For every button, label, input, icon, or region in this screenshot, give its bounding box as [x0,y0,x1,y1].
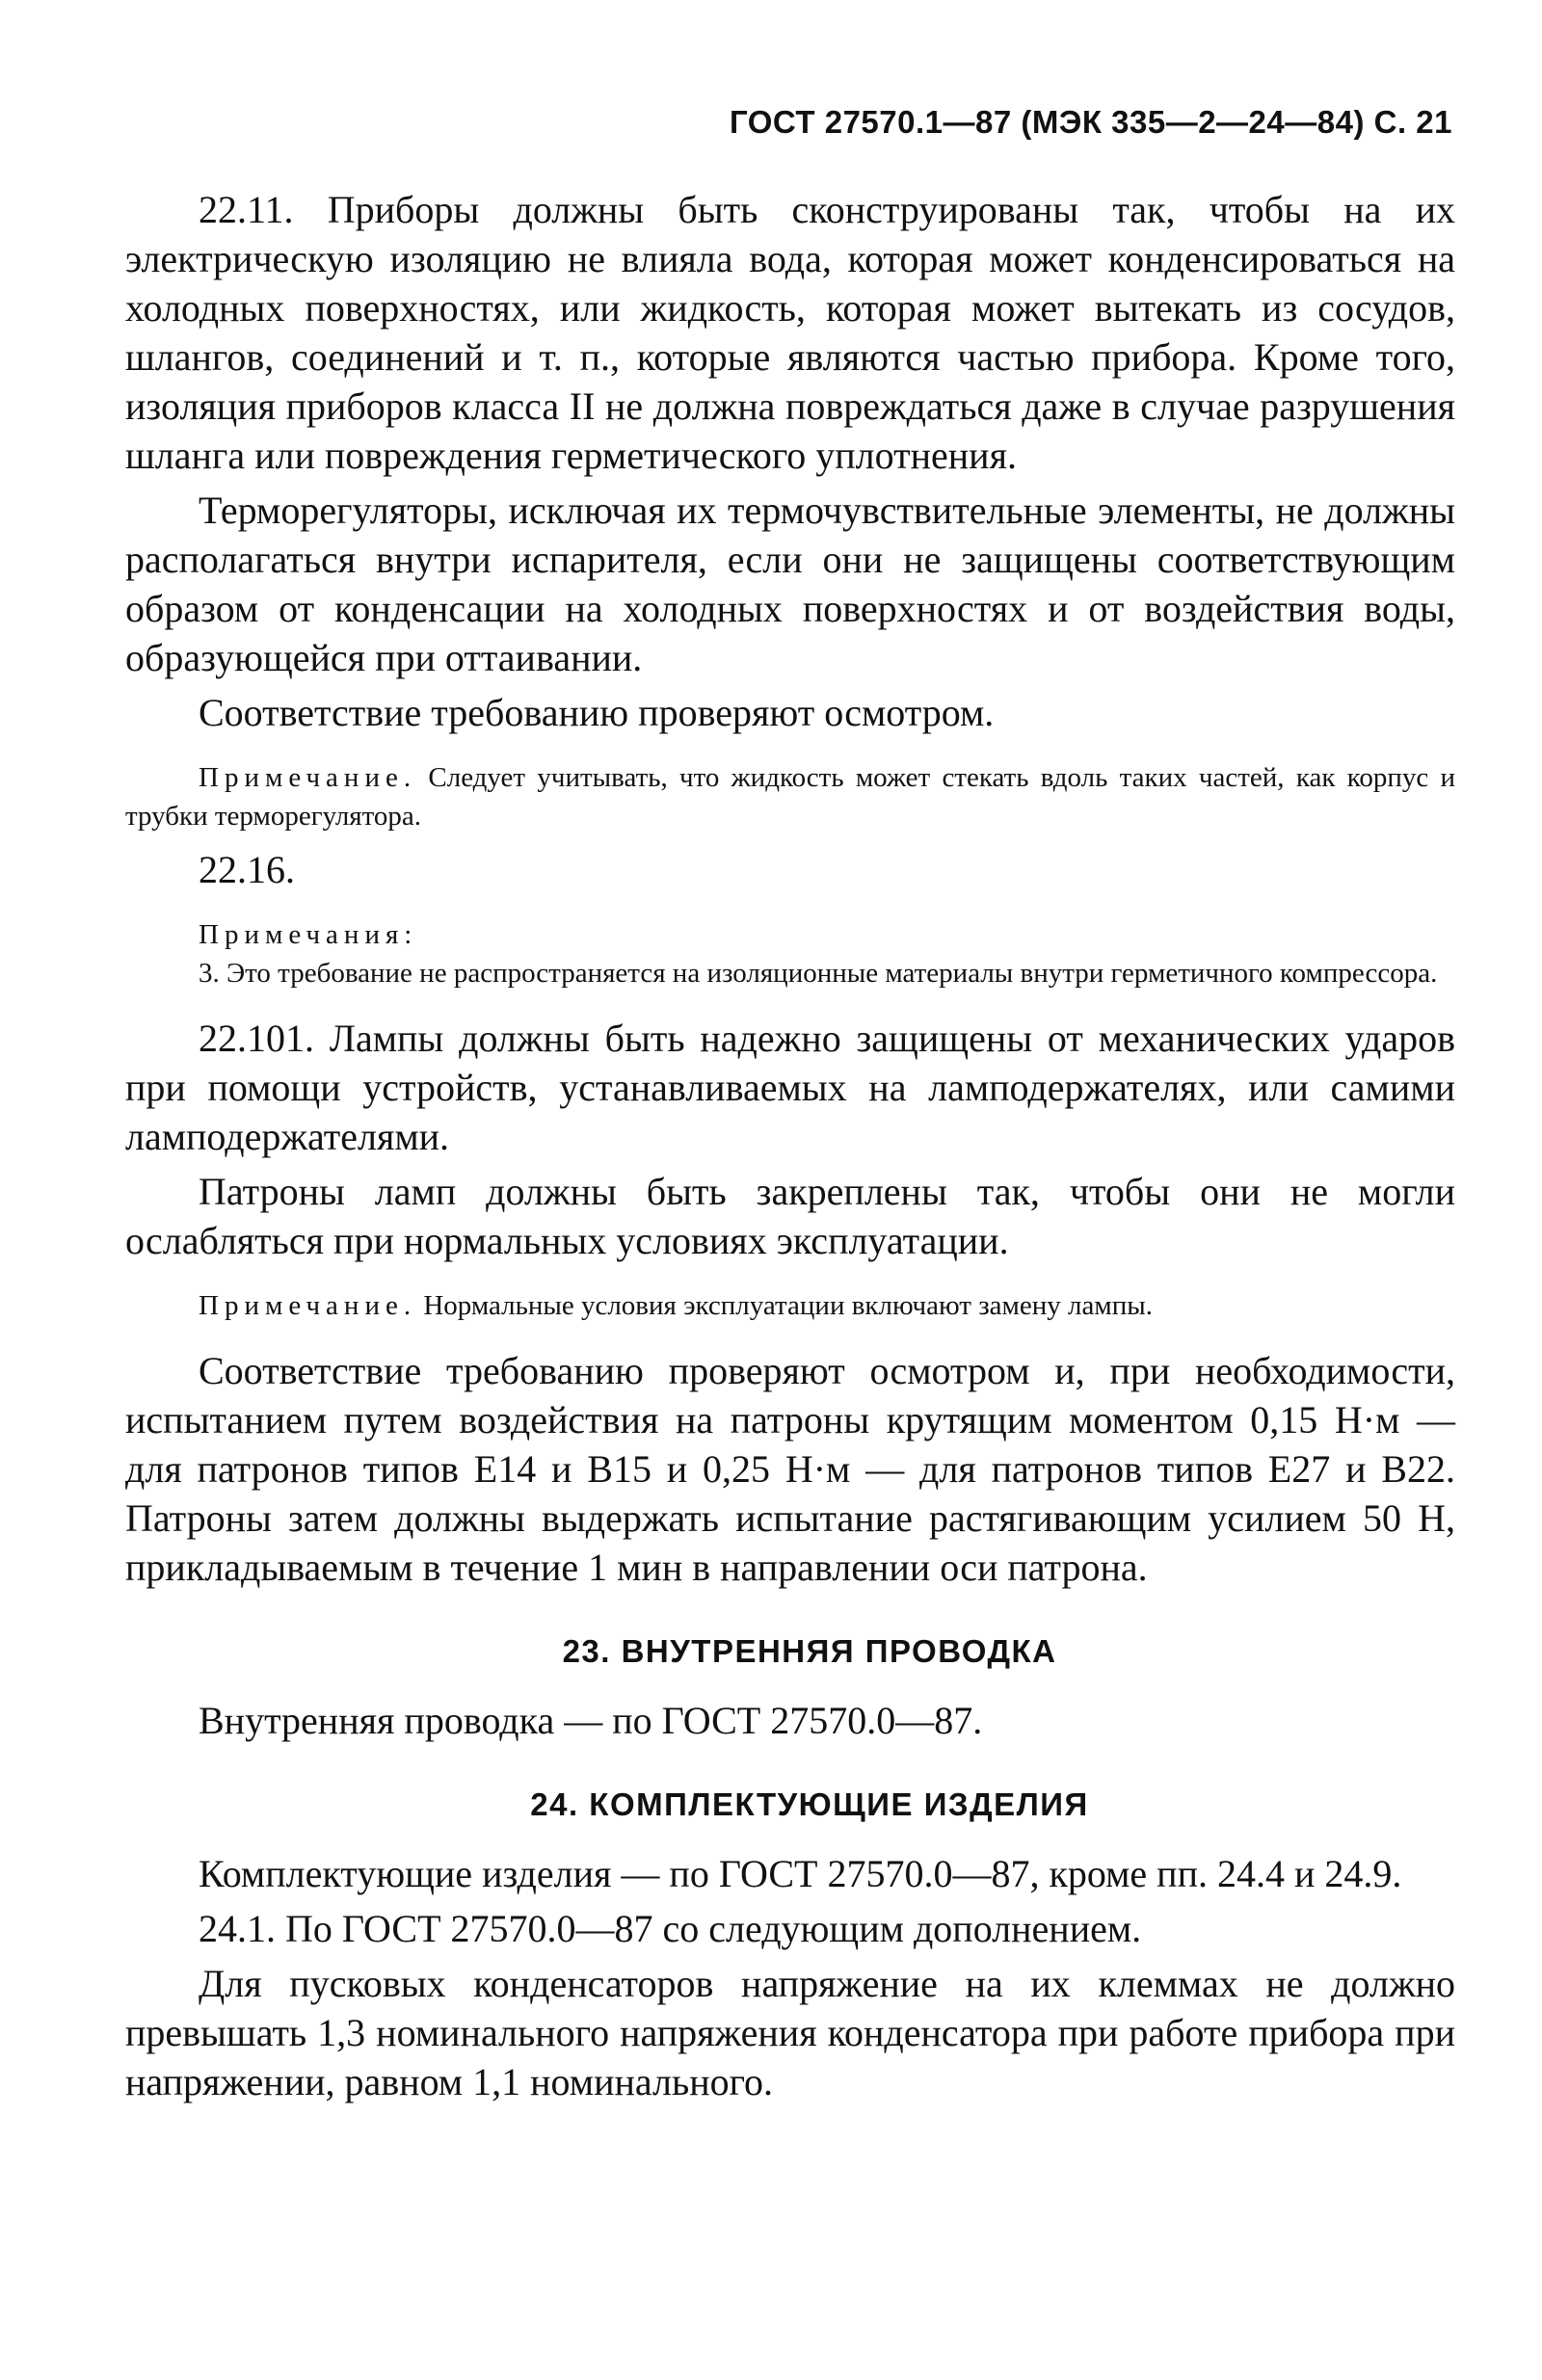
notes-2-heading [125,915,1455,954]
note-3-text: Нормальные условия эксплуатации включают замену лампы. [423,1290,1153,1321]
paragraph-compliance-check-1: Соответствие требованию проверяют осмотром. [199,691,995,734]
running-header: ГОСТ 27570.1—87 (МЭК 335—2—24—84) С. 21 [729,104,1452,140]
note-1 [125,758,1455,835]
note-3 [125,1286,1455,1325]
paragraph-lamp-sockets: Патроны ламп должны быть закреплены так, чтобы они не могли ослабляться при нормальных условиях эксплуатации. [125,1170,1455,1262]
paragraph-22-11: 22.11. Приборы должны быть сконструированы так, чтобы на их электрическую изоляцию не влияла вода, которая может конденсироваться на холодных поверхностях, или жидкость, которая может вытекать из сосудов, шлангов, соединений и т. п., которые являются частью прибора. Кроме того, изоляция приборов класса II не должна повреждаться даже в случае разрушения шланга или повреждения герметического уплотнения. [125,188,1455,477]
notes-2-item-3: 3. Это требование не распространяется на изоляционные материалы внутри герметичного компрессора. [199,958,1438,989]
paragraph-start-capacitors: Для пусковых конденсаторов напряжение на их клеммах не должно превышать 1,3 номинального напряжения конденсатора при работе прибора при напряжении, равном 1,1 номинального. [125,1962,1455,2103]
notes-2-label: Примечания: [199,919,418,950]
paragraph-thermoregulators: Терморегуляторы, исключая их термочувствительные элементы, не должны располагаться внутри испарителя, если они не защищены соответствующим образом от конденсации на холодных поверхностях и от воздействия воды, образующейся при оттаивании. [125,489,1455,679]
section-24-heading: 24. КОМПЛЕКТУЮЩИЕ ИЗДЕЛИЯ [530,1786,1089,1822]
paragraph-24-1: 24.1. По ГОСТ 27570.0—87 со следующим дополнением. [199,1907,1142,1950]
section-23-heading: 23. ВНУТРЕННЯЯ ПРОВОДКА [562,1633,1057,1669]
paragraph-22-101: 22.101. Лампы должны быть надежно защищены от механических ударов при помощи устройств, устанавливаемых на ламподержателях, или самими ламподержателями. [125,1017,1455,1158]
paragraph-22-16: 22.16. [199,848,295,891]
section-24-text: Комплектующие изделия — по ГОСТ 27570.0—87, кроме пп. 24.4 и 24.9. [199,1852,1402,1895]
section-23-text: Внутренняя проводка — по ГОСТ 27570.0—87. [199,1699,983,1742]
paragraph-compliance-check-2: Соответствие требованию проверяют осмотром и, при необходимости, испытанием путем воздействия на патроны крутящим моментом 0,15 Н·м — для патронов типов Е14 и В15 и 0,25 Н·м — для патронов типов Е27 и В22. Патроны затем должны выдержать испытание растягивающим усилием 50 Н, прикладываемым в течение 1 мин в направлении оси патрона. [125,1349,1455,1589]
note-3-label: Примечание. [199,1290,417,1321]
page-body [125,185,1455,2106]
note-1-label: Примечание. [199,762,417,793]
note-1-text: Следует учитывать, что жидкость может стекать вдоль таких частей, как корпус и трубки терморегулятора. [125,762,1456,832]
